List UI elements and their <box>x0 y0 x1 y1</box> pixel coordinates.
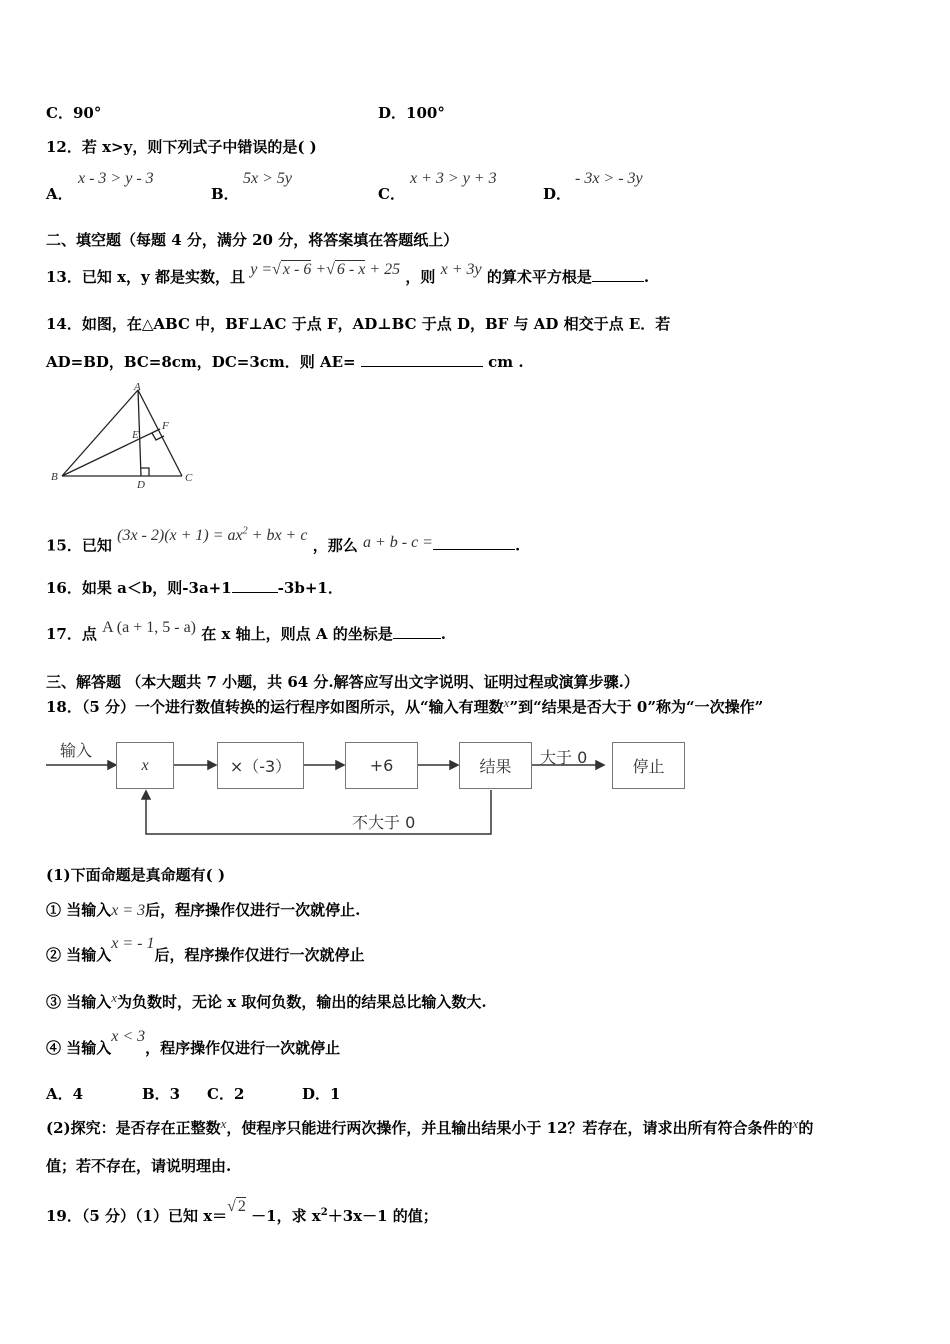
q18-statement-2 <box>46 935 365 966</box>
q17-line <box>46 619 446 645</box>
arrow-x-mul-head <box>208 761 216 769</box>
q13-root-2: 6 - x <box>336 261 366 278</box>
q17-end: . <box>440 625 446 643</box>
q19-line <box>46 1198 438 1227</box>
q14-line-2 <box>46 352 524 372</box>
arrow-add-result-head <box>450 761 458 769</box>
q18-part-2-line-1 <box>46 1118 813 1139</box>
q16-pre: 16．如果 a＜b，则-3a+1 <box>46 579 232 597</box>
right-angle-d <box>141 468 149 476</box>
p2-x-1: x <box>220 1116 227 1131</box>
q12-stem: 12．若 x>y，则下列式子中错误的是( ) <box>46 138 317 156</box>
flow-add-box: +6 <box>345 742 418 789</box>
side-ac <box>138 390 182 476</box>
q18-part-2-line-2: 值；若不存在，请说明理由. <box>46 1157 232 1175</box>
q13-end: . <box>643 268 650 286</box>
q18-statement-1 <box>46 900 360 921</box>
q17-point: A (a + 1, 5 - a) <box>102 619 196 636</box>
q15-end: . <box>514 536 521 555</box>
s2-math: x = - 1 <box>111 935 155 952</box>
altitude-bf <box>62 429 160 476</box>
arrow-input-head <box>108 761 116 769</box>
flow-input-label: 输入 <box>60 741 93 760</box>
s1-pre: ① 当输入 <box>46 901 112 919</box>
q16-answer-blank[interactable] <box>232 578 278 593</box>
q14-answer-blank[interactable] <box>361 352 483 367</box>
q14-line-1: 14．如图，在△ABC 中，BF⊥AC 于点 F，AD⊥BC 于点 D，BF 与 AD 相交于点 E．若 <box>46 315 671 333</box>
q13-plus: + <box>311 261 327 278</box>
label-e: E <box>132 429 139 441</box>
s1-math: x = 3 <box>111 902 146 919</box>
label-a: A <box>134 381 141 393</box>
p2-pre: (2)探究：是否存在正整数 <box>46 1119 221 1137</box>
q14-line-2b: cm . <box>488 353 524 371</box>
s2-post: 后，程序操作仅进行一次就停止 <box>154 946 365 964</box>
q11-option-d: D．100° <box>378 104 445 122</box>
q19-pre: 19．（5 分）（1）已知 x＝ <box>46 1207 228 1225</box>
q13-tail: + 25 <box>365 261 401 278</box>
s1-post: 后，程序操作仅进行一次就停止. <box>145 901 361 919</box>
label-d: D <box>137 479 145 491</box>
q12-label-c: C． <box>378 185 405 203</box>
flow-multiply-box: ×（-3） <box>217 742 304 789</box>
q14-line-2a: AD=BD，BC=8cm，DC=3cm．则 AE= <box>46 353 356 371</box>
q13-post: 的算术平方根是 <box>486 268 592 286</box>
q15-expr: a + b - c = <box>362 534 433 552</box>
q15-line <box>46 526 521 556</box>
q15-answer-blank[interactable] <box>433 535 515 550</box>
sqrt-sign: √ <box>272 261 281 278</box>
flow-x-box: x <box>116 742 174 789</box>
s4-post: ，程序操作仅进行一次就停止 <box>145 1039 341 1057</box>
q12-expr-a: x - 3 > y - 3 <box>78 170 154 187</box>
flow-stop-box: 停止 <box>612 742 685 789</box>
q19-mid: －1，求 x <box>245 1207 321 1225</box>
q18-stem-pre: 18．（5 分）一个进行数值转换的运行程序如图所示，从“输入有理数 <box>46 698 504 716</box>
q19-exp: 2 <box>320 1207 328 1218</box>
side-ab <box>62 390 138 476</box>
loop-back-head <box>142 791 150 799</box>
q18-option-b: B．3 <box>142 1085 181 1103</box>
q13-mid: ，则 <box>405 268 436 286</box>
arrow-mul-add-head <box>336 761 344 769</box>
q17-pre: 17．点 <box>46 625 97 643</box>
s3-math: x <box>111 990 118 1005</box>
q13-root-1: x - 6 <box>282 261 312 278</box>
flow-result-box: 结果 <box>459 742 532 789</box>
q12-expr-b: 5x > 5y <box>243 170 292 187</box>
q18-part-1: (1)下面命题是真命题有( ) <box>46 866 226 884</box>
q13-answer-blank[interactable] <box>592 267 644 282</box>
q15-mid: ，那么 <box>312 536 358 555</box>
section-3-title: 三、解答题 （本大题共 7 小题，共 64 分.解答应写出文字说明、证明过程或演算步骤.） <box>46 673 639 691</box>
section-2-title: 二、填空题（每题 4 分，满分 20 分，将答案填在答题纸上） <box>46 231 459 249</box>
q11-option-c: C．90° <box>46 104 102 122</box>
loop-back-line <box>146 790 491 834</box>
q16-post: -3b+1． <box>277 579 343 597</box>
q18-option-a: A．4 <box>46 1085 84 1103</box>
q12-label-d: D． <box>543 185 572 203</box>
q14-triangle-figure <box>46 380 206 492</box>
s3-pre: ③ 当输入 <box>46 993 112 1011</box>
q18-statement-3 <box>46 992 487 1013</box>
p2-x-2: x <box>792 1116 799 1131</box>
label-b: B <box>51 471 58 483</box>
arrow-result-stop-head <box>596 761 604 769</box>
q13-eq-lhs: y = <box>250 261 273 278</box>
q12-label-a: A． <box>46 185 73 203</box>
q16-line <box>46 578 343 598</box>
p2-mid: ，使程序只能进行两次操作，并且输出结果小于 12？若存在，请求出所有符合条件的 <box>226 1119 793 1137</box>
s3-post: 为负数时，无论 x 取何负数，输出的结果总比输入数大. <box>117 993 487 1011</box>
q18-stem-x: x <box>503 695 510 710</box>
s4-pre: ④ 当输入 <box>46 1039 112 1057</box>
right-angle-f <box>152 433 164 440</box>
q15-eq: (3x - 2)(x + 1) = ax <box>117 527 243 545</box>
q18-stem-post: ”到“结果是否大于 0”称为“一次操作” <box>509 698 764 716</box>
q15-eq-rest: + bx + c <box>247 527 308 545</box>
flow-gt-zero-label: 大于 0 <box>540 748 588 767</box>
q15-pre: 15．已知 <box>46 536 112 555</box>
label-f: F <box>162 420 169 432</box>
q18-option-c: C．2 <box>207 1085 245 1103</box>
q12-expr-d: - 3x > - 3y <box>575 170 643 187</box>
q12-expr-c: x + 3 > y + 3 <box>410 170 497 187</box>
p2-post: 的 <box>798 1119 814 1137</box>
q18-statement-4 <box>46 1028 341 1059</box>
q18-stem <box>46 697 763 718</box>
sqrt-sign: √ <box>326 261 335 278</box>
q13-pre: 13．已知 x，y 都是实数，且 <box>46 268 245 286</box>
q15-eq-exp: 2 <box>242 526 248 537</box>
s2-pre: ② 当输入 <box>46 946 112 964</box>
q13-expr: x + 3y <box>440 261 482 278</box>
q12-label-b: B． <box>211 185 239 203</box>
q13-line <box>46 261 650 288</box>
flow-not-gt-zero-label: 不大于 0 <box>352 813 416 832</box>
sqrt-sign: √ <box>227 1198 236 1215</box>
s4-math: x < 3 <box>111 1028 146 1045</box>
q19-post: ＋3x－1 的值； <box>327 1207 438 1225</box>
q17-mid: 在 x 轴上，则点 A 的坐标是 <box>201 625 393 643</box>
label-c: C <box>185 472 193 484</box>
q19-root: 2 <box>237 1198 246 1215</box>
q18-option-d: D．1 <box>302 1085 341 1103</box>
q17-answer-blank[interactable] <box>393 624 441 639</box>
